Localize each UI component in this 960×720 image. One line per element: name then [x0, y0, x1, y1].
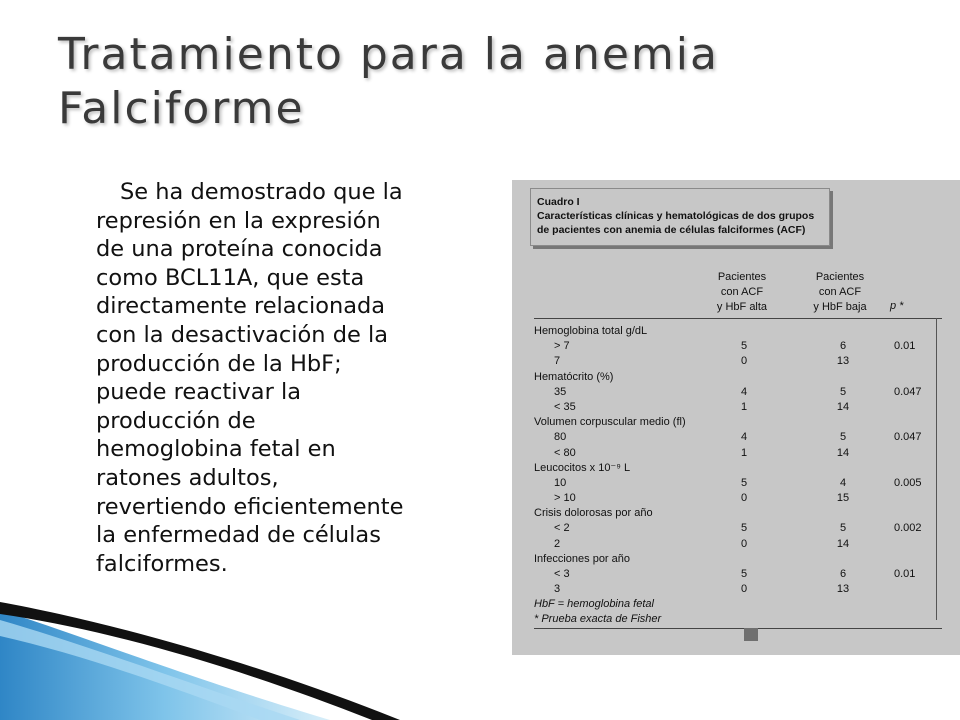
high-hbf-count: 5 [740, 568, 748, 580]
low-hbf-count: 13 [836, 355, 850, 368]
p-value: 0.002 [894, 522, 922, 535]
low-hbf-count: 5 [839, 431, 847, 444]
high-hbf-count: 5 [740, 476, 748, 489]
table-note-hbf: HbF = hemoglobina fetal [534, 598, 654, 610]
caption-line: de pacientes con anemia de células falciformes (ACF) [537, 224, 806, 236]
row-label: Hematócrito (%) [534, 370, 614, 383]
table-row [534, 339, 944, 354]
high-hbf-count: 5 [740, 522, 748, 535]
footer-rule [534, 628, 942, 629]
high-hbf-count: 0 [740, 537, 748, 550]
decorative-swoosh [0, 580, 520, 720]
p-value: 0.01 [894, 568, 916, 580]
table-row [534, 461, 944, 476]
low-hbf-count: 5 [839, 522, 847, 535]
column-header-line: Pacientes [815, 271, 865, 283]
low-hbf-count: 15 [836, 492, 850, 505]
caption-line: Cuadro I [537, 196, 580, 208]
column-header-high-hbf [692, 270, 792, 315]
p-value: 0.01 [894, 340, 916, 353]
table-note-fisher: * Prueba exacta de Fisher [534, 613, 662, 625]
column-header-line: con ACF [720, 286, 764, 298]
p-value: 0.047 [894, 431, 922, 444]
row-label: < 3 [554, 568, 570, 580]
high-hbf-count: 5 [740, 340, 748, 353]
body-line: la enfermedad de células [96, 522, 381, 549]
high-hbf-count: 0 [740, 492, 748, 505]
row-label: Leucocitos x 10⁻⁹ L [534, 461, 631, 474]
row-label: 80 [554, 431, 567, 444]
row-label: 2 [554, 537, 561, 550]
body-line: revertiendo eficientemente [96, 493, 404, 520]
table-body [534, 324, 944, 597]
table-caption [530, 188, 830, 246]
body-line: falciformes. [96, 550, 228, 577]
row-label: 10 [554, 476, 567, 489]
table-row [534, 537, 944, 552]
row-label: Crisis dolorosas por año [534, 507, 653, 520]
low-hbf-count: 13 [836, 583, 850, 596]
row-label: 35 [554, 385, 567, 398]
low-hbf-count: 6 [839, 568, 847, 580]
column-header-line: Pacientes [717, 271, 767, 283]
high-hbf-count: 0 [740, 583, 748, 596]
high-hbf-count: 0 [740, 355, 748, 368]
row-label: > 7 [554, 340, 570, 353]
row-label: Hemoglobina total g/dL [534, 325, 648, 337]
header-rule [534, 318, 942, 319]
low-hbf-count: 5 [839, 385, 847, 398]
table-row [534, 400, 944, 415]
table-row [534, 476, 944, 491]
table-row [534, 552, 944, 567]
row-label: 3 [554, 583, 561, 596]
high-hbf-count: 4 [740, 431, 748, 444]
table-row [534, 506, 944, 521]
table-row [534, 521, 944, 536]
low-hbf-count: 14 [836, 400, 850, 413]
caption-line: Características clínicas y hematológicas de dos grupos [537, 210, 815, 222]
column-header-line: con ACF [818, 286, 862, 298]
table-row [534, 354, 944, 369]
swoosh-blue [0, 610, 330, 720]
column-header-line: y HbF alta [716, 301, 768, 313]
table-row [534, 415, 944, 430]
high-hbf-count: 4 [740, 385, 748, 398]
body-line: puede reactivar la [96, 379, 302, 406]
low-hbf-count: 14 [836, 446, 850, 459]
row-label: > 10 [554, 492, 576, 505]
row-label: < 35 [554, 400, 576, 413]
body-line: directamente relacionada [96, 293, 386, 320]
scroll-marker [744, 628, 758, 641]
body-line: con la desactivación de la [96, 321, 389, 348]
table-row [534, 446, 944, 461]
table-row [534, 385, 944, 400]
body-line: hemoglobina fetal en [96, 436, 336, 463]
body-line: producción de [96, 407, 256, 434]
column-header-p: p * [890, 300, 904, 312]
body-line: Se ha demostrado que la [120, 179, 403, 205]
table-row [534, 582, 944, 597]
table-row [534, 567, 944, 582]
high-hbf-count: 1 [740, 446, 748, 459]
low-hbf-count: 6 [839, 340, 847, 353]
title-line-2: Falciforme [58, 83, 305, 134]
body-line: de una proteína conocida [96, 236, 383, 263]
row-label: Infecciones por año [534, 552, 631, 565]
table-row [534, 324, 944, 339]
table-row [534, 491, 944, 506]
p-value: 0.047 [894, 385, 922, 398]
table-row [534, 370, 944, 385]
table-row [534, 430, 944, 445]
title-line-1: Tratamiento para la anemia [58, 29, 719, 80]
row-label: 7 [554, 355, 561, 368]
data-table-image [512, 180, 960, 655]
low-hbf-count: 4 [839, 476, 847, 489]
body-line: ratones adultos, [96, 464, 279, 491]
low-hbf-count: 14 [836, 537, 850, 550]
body-line: como BCL11A, que esta [96, 264, 365, 291]
column-header-low-hbf [790, 270, 890, 315]
row-label: Volumen corpuscular medio (fl) [534, 416, 686, 429]
slide-title [58, 28, 918, 136]
body-paragraph [96, 178, 506, 578]
p-value: 0.005 [894, 476, 922, 489]
column-header-line: y HbF baja [813, 301, 867, 313]
row-label: < 2 [554, 522, 570, 535]
body-line: producción de la HbF; [96, 350, 342, 377]
body-line: represión en la expresión [96, 207, 381, 234]
high-hbf-count: 1 [740, 400, 748, 413]
row-label: < 80 [554, 446, 576, 459]
